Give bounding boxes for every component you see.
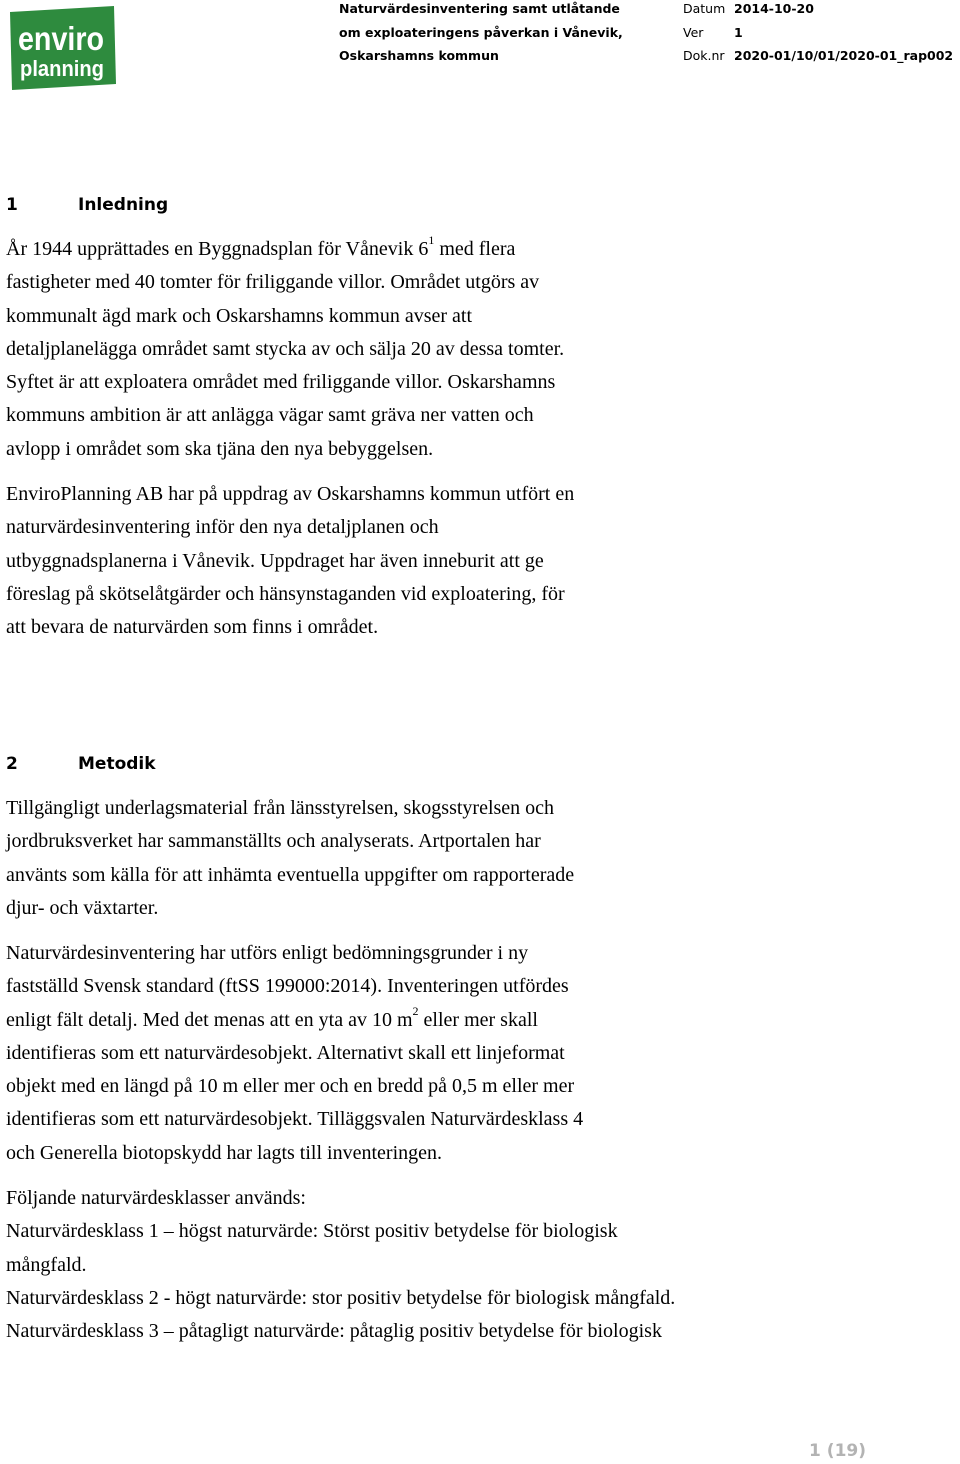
text-line: jordbruksverket har sammanställts och analyserats. Artportalen har [6, 830, 541, 853]
text-line: och Generella biotopskydd har lagts till inventeringen. [6, 1141, 442, 1164]
text-line: fastigheter med 40 tomter för friliggande villor. Området utgörs av [6, 271, 540, 294]
text-line: naturvärdesinventering inför den nya detaljplanen och [6, 516, 439, 539]
text-line: avlopp i området som ska tjäna den nya bebyggelsen. [6, 437, 434, 460]
section-1-title: Inledning [78, 195, 169, 215]
header-title-line-2: om exploateringens påverkan i Vånevik, [339, 25, 623, 40]
section-1-paragraph-1 [6, 233, 746, 466]
text-line-tail: eller mer skall [418, 1008, 538, 1031]
section-1-heading [6, 195, 168, 215]
text-line: Naturvärdesinventering har utförs enligt bedömningsgrunder i ny [6, 942, 529, 964]
text-line: identifieras som ett naturvärdesobjekt. Alternativt skall ett linjeformat [6, 1041, 565, 1064]
text-line: fastställd Svensk standard (ftSS 199000:2014). Inventeringen utfördes [6, 975, 569, 998]
enviroplanning-logo [6, 4, 118, 90]
text-line: Naturvärdesklass 2 - högt naturvärde: stor positiv betydelse för biologisk mångfald. [6, 1286, 676, 1309]
text-line: mångfald. [6, 1253, 87, 1276]
text-line-tail: med flera [434, 238, 516, 260]
text-line: detaljplanelägga området samt stycka av och sälja 20 av dessa tomter. [6, 337, 565, 360]
section-1-paragraph-2 [6, 478, 746, 644]
text-line: Naturvärdesklass 1 – högst naturvärde: Störst positiv betydelse för biologisk [6, 1220, 618, 1243]
version-value: 1 [734, 25, 743, 40]
text-line: kommunalt ägd mark och Oskarshamns kommun avser att [6, 304, 473, 327]
text-line [6, 233, 746, 266]
section-2-paragraph-3 [6, 1182, 746, 1348]
text-line: Följande naturvärdesklasser används: [6, 1187, 306, 1209]
text-line: Naturvärdesklass 3 – påtagligt naturvärde: påtaglig positiv betydelse för biologisk [6, 1320, 662, 1343]
text-line: EnviroPlanning AB har på uppdrag av Oskarshamns kommun utfört en [6, 483, 575, 505]
text-line: Tillgängligt underlagsmaterial från länsstyrelsen, skogsstyrelsen och [6, 797, 555, 819]
footnote-marker[interactable]: 1 [428, 233, 435, 248]
logo-text-planning: planning [20, 56, 104, 81]
document-number-value: 2020-01/10/01/2020-01_rap002 [734, 48, 954, 63]
date-label: Datum [683, 1, 726, 16]
section-1-number: 1 [6, 195, 18, 215]
text-line: kommuns ambition är att anlägga vägar samt gräva ner vatten och [6, 404, 534, 427]
text-line [6, 1004, 746, 1037]
version-label: Ver [683, 25, 704, 40]
header-title-line-3: Oskarshamns kommun [339, 48, 499, 63]
section-2-paragraph-2 [6, 937, 746, 1170]
superscript-2: 2 [412, 1003, 419, 1018]
text-line: Syftet är att exploatera området med friliggande villor. Oskarshamns [6, 371, 556, 394]
text-line: att bevara de naturvärden som finns i området. [6, 616, 379, 639]
section-2-title: Metodik [78, 754, 156, 774]
date-value: 2014-10-20 [734, 1, 814, 16]
header-title-line-1: Naturvärdesinventering samt utlåtande [339, 1, 620, 16]
logo-text-enviro: enviro [18, 20, 104, 57]
text-line: utbyggnadsplanerna i Vånevik. Uppdraget har även inneburit att ge [6, 549, 544, 572]
document-number-label: Dok.nr [683, 48, 725, 63]
section-2-paragraph-1 [6, 792, 746, 925]
text-line-body: År 1944 upprättades en Byggnadsplan för Vånevik 6 [6, 238, 429, 260]
page-number: 1 (19) [809, 1441, 866, 1461]
text-line: föreslag på skötselåtgärder och hänsynstaganden vid exploatering, för [6, 582, 565, 605]
section-2-number: 2 [6, 754, 18, 774]
text-line-body: enligt fält detalj. Med det menas att en yta av 10 m [6, 1008, 413, 1031]
text-line: använts som källa för att inhämta eventuella uppgifter om rapporterade [6, 863, 575, 886]
text-line: djur- och växtarter. [6, 896, 159, 919]
text-line: identifieras som ett naturvärdesobjekt. Tilläggsvalen Naturvärdesklass 4 [6, 1108, 584, 1131]
section-2-heading [6, 754, 156, 774]
text-line: objekt med en längd på 10 m eller mer och en bredd på 0,5 m eller mer [6, 1075, 575, 1098]
